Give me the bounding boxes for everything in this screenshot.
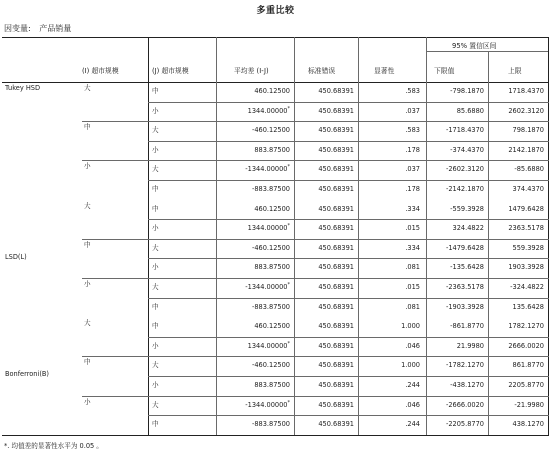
upper-bound-value: 2363.5178 [508, 224, 544, 233]
table-top-border [2, 37, 549, 38]
header-upper-bound: 上限 [508, 67, 522, 75]
std-error-value: 450.68391 [318, 243, 354, 252]
mean-difference-number: 1344.00000 [247, 224, 288, 233]
significance-value: .244 [405, 420, 420, 429]
upper-bound-value: 2666.0020 [508, 341, 544, 350]
lower-bound-value: -1479.6428 [445, 243, 484, 252]
j-size-label: 大 [152, 126, 159, 135]
i-size-label: 小 [84, 162, 91, 171]
significance-value: .046 [405, 341, 420, 350]
dependent-variable [4, 23, 71, 34]
group-separator [82, 356, 549, 357]
std-error-value: 450.68391 [318, 283, 354, 291]
header-std-error: 标准错误 [308, 67, 336, 75]
j-size-label: 小 [152, 341, 159, 350]
group-separator [82, 121, 549, 122]
upper-bound-value: 861.8770 [512, 361, 544, 370]
mean-difference-number: -1344.00000 [245, 283, 288, 291]
upper-bound-value: -324.4822 [510, 283, 544, 291]
j-size-label: 大 [152, 165, 159, 174]
footnote: *. 均值差的显著性水平为 0.05 。 [4, 442, 103, 450]
mean-difference-value [218, 401, 290, 410]
mean-difference-value [218, 224, 290, 233]
row-divider [148, 219, 549, 220]
mean-difference-value: -883.87500 [251, 185, 290, 193]
mean-difference-number: 1344.00000 [247, 341, 288, 350]
std-error-value: 450.68391 [318, 145, 354, 154]
j-size-label: 大 [152, 361, 159, 370]
i-size-label: 中 [84, 240, 91, 249]
j-size-label: 中 [152, 322, 159, 331]
group-separator [82, 278, 549, 279]
table-bottom-border [2, 435, 549, 436]
column-divider [488, 51, 489, 435]
row-divider [148, 415, 549, 416]
group-separator [82, 239, 549, 240]
significance-value: .178 [405, 185, 420, 193]
upper-bound-value: 1479.6428 [508, 204, 544, 213]
std-error-value: 450.68391 [318, 381, 354, 389]
std-error-value: 450.68391 [318, 204, 354, 213]
lower-bound-value: -861.8770 [450, 322, 484, 331]
i-size-label: 小 [84, 280, 91, 288]
upper-bound-value: -21.9980 [514, 400, 544, 409]
lower-bound-value: -2205.8770 [445, 420, 484, 429]
std-error-value: 450.68391 [318, 361, 354, 370]
i-size-label: 大 [84, 201, 91, 210]
significance-value: .583 [405, 126, 420, 135]
significance-value: .081 [405, 302, 420, 311]
upper-bound-value: 2142.1870 [508, 145, 544, 154]
significance-value: .244 [405, 381, 420, 389]
table-title: 多重比较 [256, 6, 295, 16]
mean-difference-value: 883.87500 [254, 381, 290, 389]
mean-difference-value: -883.87500 [251, 302, 290, 311]
method-label: LSD(L) [5, 252, 27, 261]
mean-difference-value [218, 107, 290, 116]
std-error-value: 450.68391 [318, 341, 354, 350]
lower-bound-value: -2142.1870 [445, 185, 484, 193]
method-label: Tukey HSD [5, 84, 41, 92]
row-divider [148, 102, 549, 103]
j-size-label: 中 [152, 185, 159, 193]
mean-difference-value: 460.12500 [254, 204, 290, 213]
upper-bound-value: 438.1270 [512, 420, 544, 429]
significance-star: * [287, 399, 290, 406]
mean-difference-value [218, 165, 290, 174]
lower-bound-value: -1718.4370 [445, 126, 484, 135]
i-size-label: 大 [84, 84, 91, 92]
upper-bound-value: 374.4370 [512, 185, 544, 193]
group-separator [82, 160, 549, 161]
j-size-label: 小 [152, 145, 159, 154]
mean-difference-value [218, 283, 290, 292]
j-size-label: 中 [152, 420, 159, 429]
header-bottom-border [2, 82, 549, 83]
row-divider [148, 180, 549, 181]
lower-bound-value: -798.1870 [450, 87, 484, 95]
lower-bound-value: 85.6880 [456, 106, 484, 115]
j-size-label: 大 [152, 283, 159, 291]
upper-bound-value: 559.3928 [512, 243, 544, 252]
j-size-label: 小 [152, 381, 159, 389]
std-error-value: 450.68391 [318, 126, 354, 135]
significance-star: * [287, 340, 290, 347]
row-divider [148, 337, 549, 338]
mean-difference-value: -460.12500 [251, 126, 290, 135]
lower-bound-value: -438.1270 [450, 381, 484, 389]
significance-value: .015 [405, 283, 420, 291]
header-j-size: (J) 超市规模 [152, 67, 189, 75]
mean-difference-value: 460.12500 [254, 87, 290, 95]
significance-star: * [287, 223, 290, 230]
mean-difference-value: -883.87500 [251, 420, 290, 429]
std-error-value: 450.68391 [318, 263, 354, 272]
j-size-label: 大 [152, 400, 159, 409]
upper-bound-value: 2205.8770 [508, 381, 544, 389]
lower-bound-value: -1903.3928 [445, 302, 484, 311]
upper-bound-value: 798.1870 [512, 126, 544, 135]
mean-difference-value: 883.87500 [254, 263, 290, 272]
j-size-label: 大 [152, 243, 159, 252]
upper-bound-value: 1903.3928 [508, 263, 544, 272]
std-error-value: 450.68391 [318, 185, 354, 193]
lower-bound-value: -2602.3120 [445, 165, 484, 174]
significance-value: .583 [405, 87, 420, 95]
row-divider [148, 141, 549, 142]
i-size-label: 中 [84, 358, 91, 367]
lower-bound-value: -2363.5178 [445, 283, 484, 291]
significance-value: .081 [405, 263, 420, 272]
dependent-label: 因变量: [4, 24, 31, 33]
row-divider [148, 258, 549, 259]
significance-value: .334 [405, 204, 420, 213]
mean-difference-number: -1344.00000 [245, 400, 288, 409]
dependent-value: 产品销量 [39, 24, 72, 33]
row-divider [148, 298, 549, 299]
group-separator [82, 396, 549, 397]
significance-value: .037 [405, 106, 420, 115]
j-size-label: 小 [152, 224, 159, 233]
mean-difference-number: 1344.00000 [247, 106, 288, 115]
std-error-value: 450.68391 [318, 224, 354, 233]
lower-bound-value: 324.4822 [452, 224, 484, 233]
upper-bound-value: 1782.1270 [508, 322, 544, 331]
i-size-label: 大 [84, 319, 91, 328]
mean-difference-value: -460.12500 [251, 243, 290, 252]
lower-bound-value: 21.9980 [456, 341, 484, 350]
lower-bound-value: -559.3928 [450, 204, 484, 213]
significance-value: 1.000 [401, 361, 420, 370]
mean-difference-value [218, 342, 290, 351]
mean-difference-number: -1344.00000 [245, 165, 288, 174]
lower-bound-value: -374.4370 [450, 145, 484, 154]
significance-value: .046 [405, 400, 420, 409]
significance-value: .178 [405, 145, 420, 154]
upper-bound-value: 2602.3120 [508, 106, 544, 115]
std-error-value: 450.68391 [318, 322, 354, 331]
upper-bound-value: 135.6428 [512, 302, 544, 311]
upper-bound-value: 1718.4370 [508, 87, 544, 95]
significance-value: .015 [405, 224, 420, 233]
j-size-label: 小 [152, 263, 159, 272]
i-size-label: 小 [84, 397, 91, 406]
significance-value: 1.000 [401, 322, 420, 331]
significance-value: .334 [405, 243, 420, 252]
lower-bound-value: -1782.1270 [445, 361, 484, 370]
j-size-label: 小 [152, 106, 159, 115]
i-size-label: 中 [84, 123, 91, 132]
header-mean-difference: 平均差 (I-J) [234, 67, 269, 75]
significance-star: * [287, 105, 290, 112]
header-significance: 显著性 [374, 67, 395, 75]
significance-star: * [287, 282, 290, 288]
std-error-value: 450.68391 [318, 165, 354, 174]
upper-bound-value: -85.6880 [514, 165, 544, 174]
significance-value: .037 [405, 165, 420, 174]
header-i-size: (I) 超市规模 [82, 67, 119, 75]
multiple-comparisons-table [2, 37, 549, 437]
mean-difference-value: -460.12500 [251, 361, 290, 370]
j-size-label: 中 [152, 87, 159, 95]
j-size-label: 中 [152, 204, 159, 213]
std-error-value: 450.68391 [318, 302, 354, 311]
std-error-value: 450.68391 [318, 106, 354, 115]
std-error-value: 450.68391 [318, 420, 354, 429]
j-size-label: 中 [152, 302, 159, 311]
row-divider [148, 376, 549, 377]
std-error-value: 450.68391 [318, 87, 354, 95]
lower-bound-value: -2666.0020 [445, 400, 484, 409]
header-lower-bound: 下限值 [434, 67, 455, 75]
significance-star: * [287, 164, 290, 171]
std-error-value: 450.68391 [318, 400, 354, 409]
mean-difference-value: 460.12500 [254, 322, 290, 331]
header-confidence-interval: 95% 置信区间 [452, 42, 497, 50]
mean-difference-value: 883.87500 [254, 145, 290, 154]
lower-bound-value: -135.6428 [450, 263, 484, 272]
method-label: Bonferroni(B) [5, 370, 49, 379]
